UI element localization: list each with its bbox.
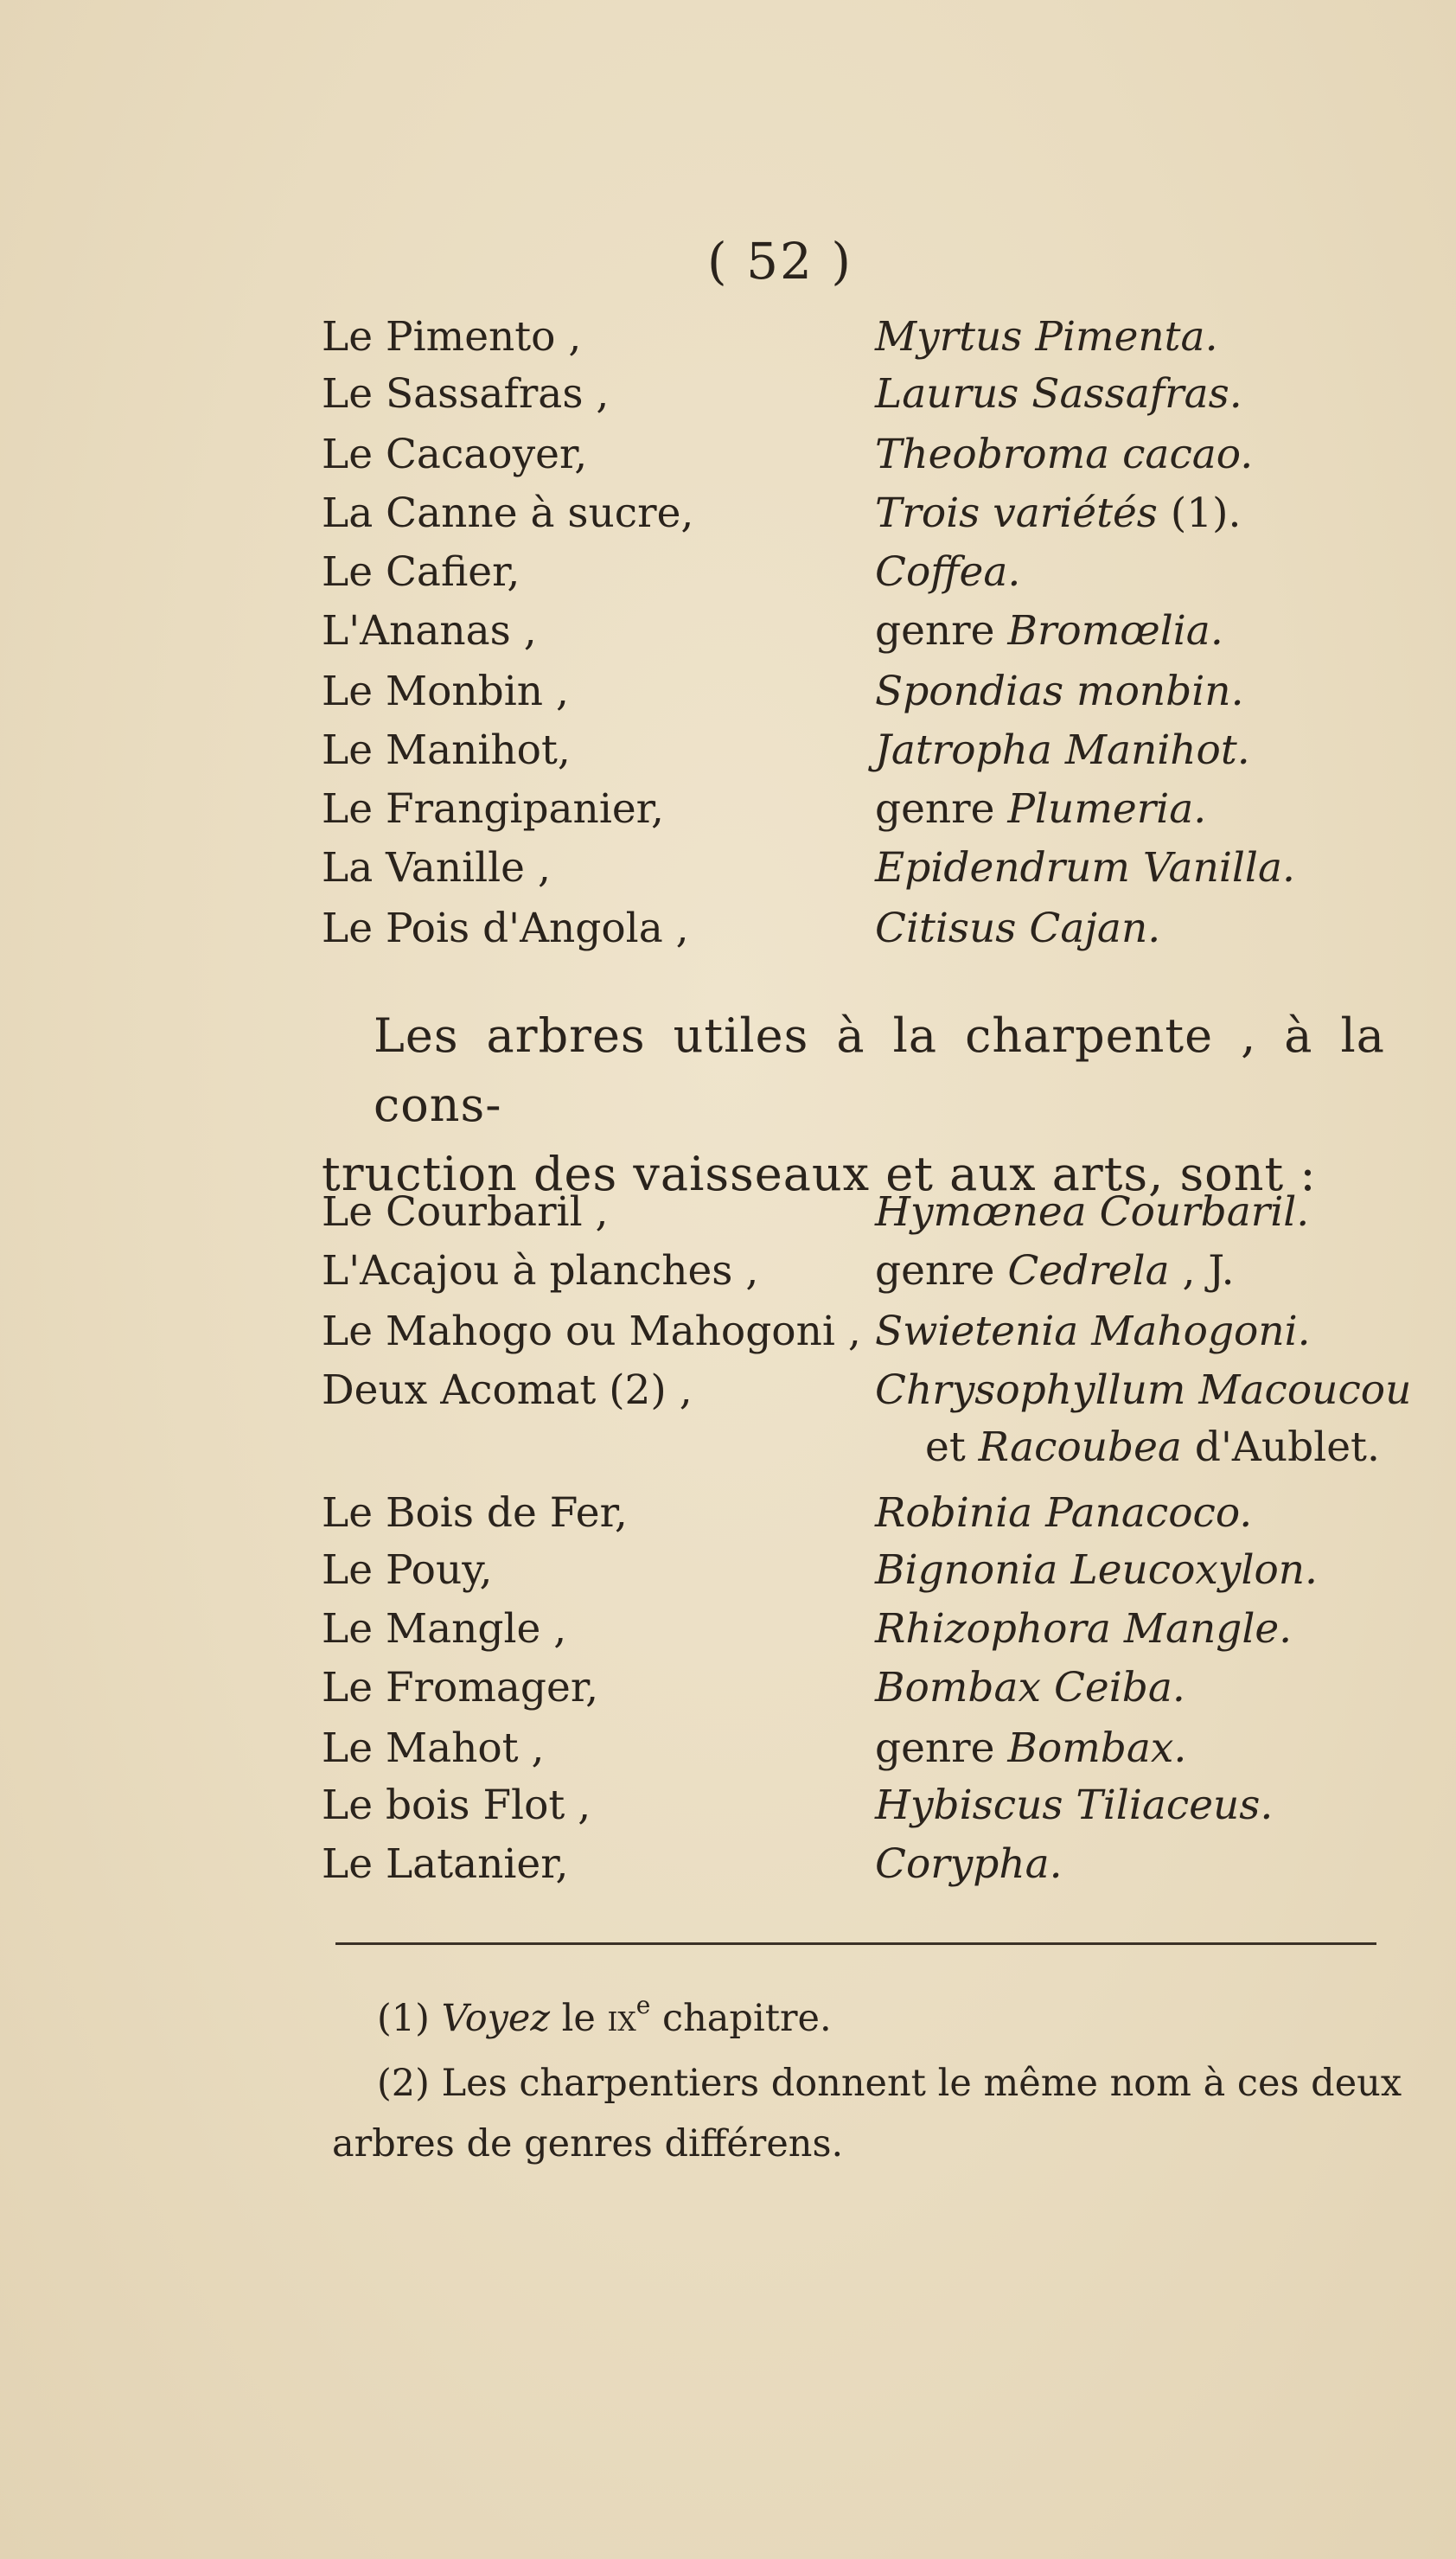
latin-name: Hybiscus Tiliaceus. <box>875 1782 1274 1829</box>
latin-name: Laurus Sassafras. <box>875 370 1242 418</box>
common-name: Le Courbaril , <box>322 1188 609 1236</box>
latin-name: Robinia Panacoco. <box>875 1489 1253 1537</box>
latin-name: Hymœnea Courbaril. <box>875 1188 1310 1236</box>
latin-name: Theobroma cacao. <box>875 431 1254 478</box>
footnote-text: le <box>561 1997 596 2040</box>
common-name: Le Fromager, <box>322 1664 599 1711</box>
common-name: La Vanille , <box>322 844 551 892</box>
page-number: ( 52 ) <box>707 232 853 291</box>
common-name: Le Pimento , <box>322 313 582 361</box>
common-name: Le Manihot, <box>322 726 571 774</box>
footnote-1 <box>377 1991 832 2040</box>
list-item <box>0 1188 1456 1240</box>
genre-word: genre <box>875 1724 1008 1772</box>
latin-name-italic: Bombax. <box>1007 1724 1187 1772</box>
superscript: e <box>635 1991 651 2019</box>
latin-name: Citisus Cajan. <box>875 905 1161 952</box>
footnote-text: chapitre. <box>662 1997 832 2040</box>
author-name: d'Aublet. <box>1181 1423 1380 1471</box>
common-name: Le Pois d'Angola , <box>322 905 689 952</box>
list-item <box>0 1546 1456 1598</box>
common-name: Le Bois de Fer, <box>322 1489 628 1537</box>
footnote-mark: (1) <box>377 1997 430 2040</box>
common-name: L'Acajou à planches , <box>322 1247 759 1295</box>
intro-line: Les arbres utiles à la charpente , à la cons- <box>374 1008 1385 1132</box>
latin-name: Rhizophora Mangle. <box>875 1605 1293 1653</box>
latin-name: Swietenia Mahogoni. <box>875 1308 1311 1355</box>
common-name: Le Frangipanier, <box>322 785 664 833</box>
list-item <box>0 370 1456 422</box>
latin-name: Bignonia Leucoxylon. <box>875 1546 1318 1594</box>
list-item <box>0 1664 1456 1716</box>
list-item <box>0 431 1456 483</box>
latin-name-italic: Trois variétés <box>875 489 1158 537</box>
common-name: Le Cacaoyer, <box>322 431 588 478</box>
common-name: Le Monbin , <box>322 668 569 715</box>
common-name: Le bois Flot , <box>322 1782 591 1829</box>
latin-name: Spondias monbin. <box>875 668 1244 715</box>
genre-word: genre <box>875 785 1008 833</box>
list-item <box>0 844 1456 896</box>
intro-line: truction des vaisseaux et aux arts, sont : <box>322 1147 1317 1201</box>
latin-name: Jatropha Manihot. <box>875 726 1250 774</box>
genre-word: genre <box>875 607 1008 655</box>
common-name: Le Sassafras , <box>322 370 610 418</box>
roman-numeral: ix <box>607 1997 636 2040</box>
latin-name <box>925 1423 1380 1471</box>
latin-name: Myrtus Pimenta. <box>875 313 1218 361</box>
latin-name-italic: Plumeria. <box>1007 785 1207 833</box>
list-item <box>0 1782 1456 1833</box>
common-name: Le Pouy, <box>322 1546 493 1594</box>
latin-name: Corypha. <box>875 1840 1063 1888</box>
latin-name: Coffea. <box>875 548 1021 596</box>
list-item <box>0 668 1456 720</box>
latin-name: Bombax Ceiba. <box>875 1664 1185 1711</box>
list-item <box>0 489 1456 541</box>
list-item <box>0 785 1456 837</box>
list-item <box>0 1366 1456 1418</box>
latin-name <box>875 607 1223 655</box>
list-item <box>0 1724 1456 1776</box>
list-item <box>0 1605 1456 1657</box>
common-name: Le Mangle , <box>322 1605 567 1653</box>
footnote-2-line1: (2) Les charpentiers donnent le même nom à ces deux <box>377 2062 1402 2105</box>
common-name: L'Ananas , <box>322 607 537 655</box>
section-intro <box>322 1001 1385 1209</box>
list-item <box>0 1840 1456 1892</box>
author-abbrev: , J. <box>1169 1247 1235 1295</box>
common-name: Deux Acomat (2) , <box>322 1366 693 1414</box>
common-name: Le Mahot , <box>322 1724 545 1772</box>
common-name: La Canne à sucre, <box>322 489 694 537</box>
genre-word: genre <box>875 1247 1008 1295</box>
latin-name: Chrysophyllum Macoucou <box>875 1366 1412 1414</box>
footnote-rule <box>335 1942 1376 1945</box>
latin-name-italic: Bromœlia. <box>1007 607 1223 655</box>
footnote-italic: Voyez <box>441 1997 550 2040</box>
list-item <box>0 1308 1456 1359</box>
footnote-2-line2: arbres de genres différens. <box>332 2122 844 2166</box>
latin-name <box>875 489 1241 537</box>
latin-name-italic: Cedrela <box>1007 1247 1170 1295</box>
list-item <box>0 313 1456 365</box>
footnote-ref: (1). <box>1157 489 1242 537</box>
common-name: Le Cafier, <box>322 548 520 596</box>
list-item <box>0 1489 1456 1541</box>
latin-name <box>875 1724 1186 1772</box>
et-word: et <box>925 1423 979 1471</box>
common-name: Le Latanier, <box>322 1840 569 1888</box>
list-item <box>0 548 1456 600</box>
list-item <box>0 1247 1456 1299</box>
list-item <box>0 1423 1456 1475</box>
list-item <box>0 607 1456 659</box>
latin-name: Epidendrum Vanilla. <box>875 844 1295 892</box>
list-item <box>0 726 1456 778</box>
latin-name <box>875 1247 1235 1295</box>
latin-name-italic: Racoubea <box>978 1423 1182 1471</box>
common-name: Le Mahogo ou Mahogoni , <box>322 1308 861 1355</box>
latin-name <box>875 785 1206 833</box>
list-item <box>0 905 1456 956</box>
